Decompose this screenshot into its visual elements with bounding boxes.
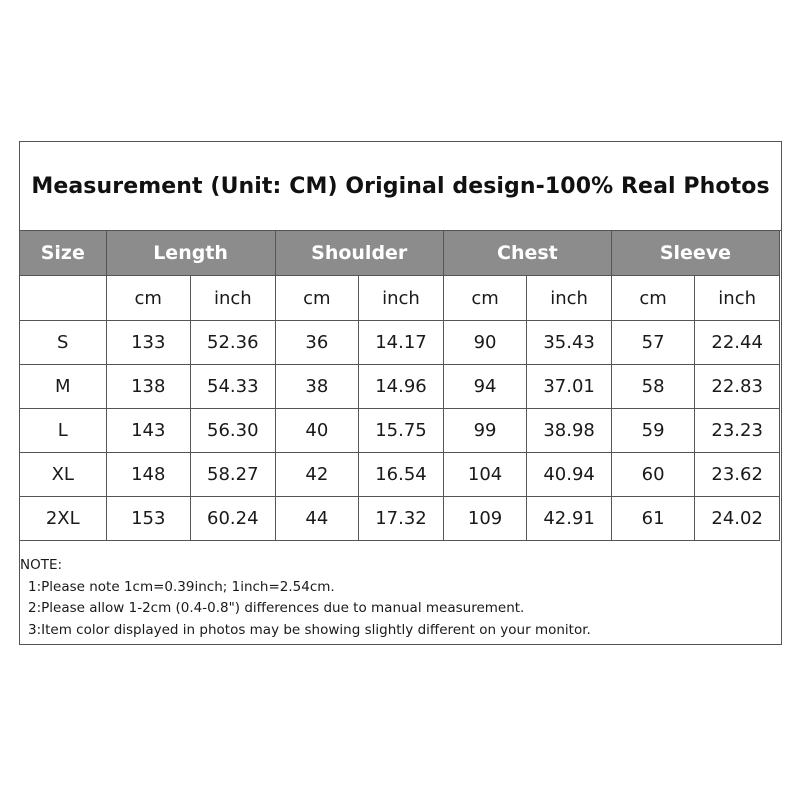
header-sleeve: Sleeve [611,231,779,276]
size-label: L [20,409,107,453]
table-cell: 61 [611,497,694,541]
table-cell: 37.01 [527,365,612,409]
table-cell: 60 [611,453,694,497]
table-cell: 94 [443,365,526,409]
table-cell: 58.27 [190,453,275,497]
table-row [20,497,780,541]
measurement-table [19,230,780,541]
size-label: S [20,321,107,365]
table-cell: 56.30 [190,409,275,453]
table-cell: 44 [275,497,359,541]
size-label: 2XL [20,497,107,541]
table-cell: 143 [106,409,190,453]
table-cell: 22.83 [695,365,780,409]
unit-cell: inch [190,276,275,321]
table-cell: 42.91 [527,497,612,541]
header-length: Length [106,231,275,276]
notes-heading: NOTE: [20,557,63,573]
unit-cell: cm [611,276,694,321]
header-size: Size [20,231,107,276]
note-item: 3:Item color displayed in photos may be showing slightly different on your monitor. [28,621,591,638]
table-cell: 38.98 [527,409,612,453]
note-item: 1:Please note 1cm=0.39inch; 1inch=2.54cm. [28,578,335,595]
note-item: 2:Please allow 1-2cm (0.4-0.8") differences due to manual measurement. [28,600,525,616]
table-cell: 14.96 [359,365,444,409]
unit-cell: inch [695,276,780,321]
table-cell: 15.75 [359,409,444,453]
unit-cell [20,276,107,321]
table-cell: 23.62 [695,453,780,497]
table-row [20,409,780,453]
unit-cell: cm [275,276,359,321]
table-cell: 54.33 [190,365,275,409]
table-cell: 35.43 [527,321,612,365]
table-cell: 38 [275,365,359,409]
table-cell: 59 [611,409,694,453]
table-cell: 24.02 [695,497,780,541]
table-cell: 148 [106,453,190,497]
table-cell: 42 [275,453,359,497]
table-cell: 109 [443,497,526,541]
table-cell: 133 [106,321,190,365]
size-label: XL [20,453,107,497]
table-row [20,321,780,365]
table-cell: 14.17 [359,321,444,365]
table-cell: 40 [275,409,359,453]
header-shoulder: Shoulder [275,231,443,276]
table-cell: 153 [106,497,190,541]
table-cell: 23.23 [695,409,780,453]
table-cell: 22.44 [695,321,780,365]
table-cell: 36 [275,321,359,365]
table-cell: 58 [611,365,694,409]
size-label: M [20,365,107,409]
table-cell: 17.32 [359,497,444,541]
chart-title: Measurement (Unit: CM) Original design-100% Real Photos [20,142,781,231]
table-cell: 104 [443,453,526,497]
table-row [20,365,780,409]
table-cell: 40.94 [527,453,612,497]
unit-cell: inch [359,276,444,321]
table-cell: 90 [443,321,526,365]
table-row [20,453,780,497]
size-chart [19,141,782,645]
table-cell: 99 [443,409,526,453]
table-cell: 16.54 [359,453,444,497]
header-chest: Chest [443,231,611,276]
table-cell: 138 [106,365,190,409]
table-cell: 57 [611,321,694,365]
unit-cell: inch [527,276,612,321]
table-cell: 52.36 [190,321,275,365]
notes-section [20,554,781,641]
header-row [20,231,780,276]
table-cell: 60.24 [190,497,275,541]
unit-cell: cm [443,276,526,321]
units-row [20,276,780,321]
unit-cell: cm [106,276,190,321]
